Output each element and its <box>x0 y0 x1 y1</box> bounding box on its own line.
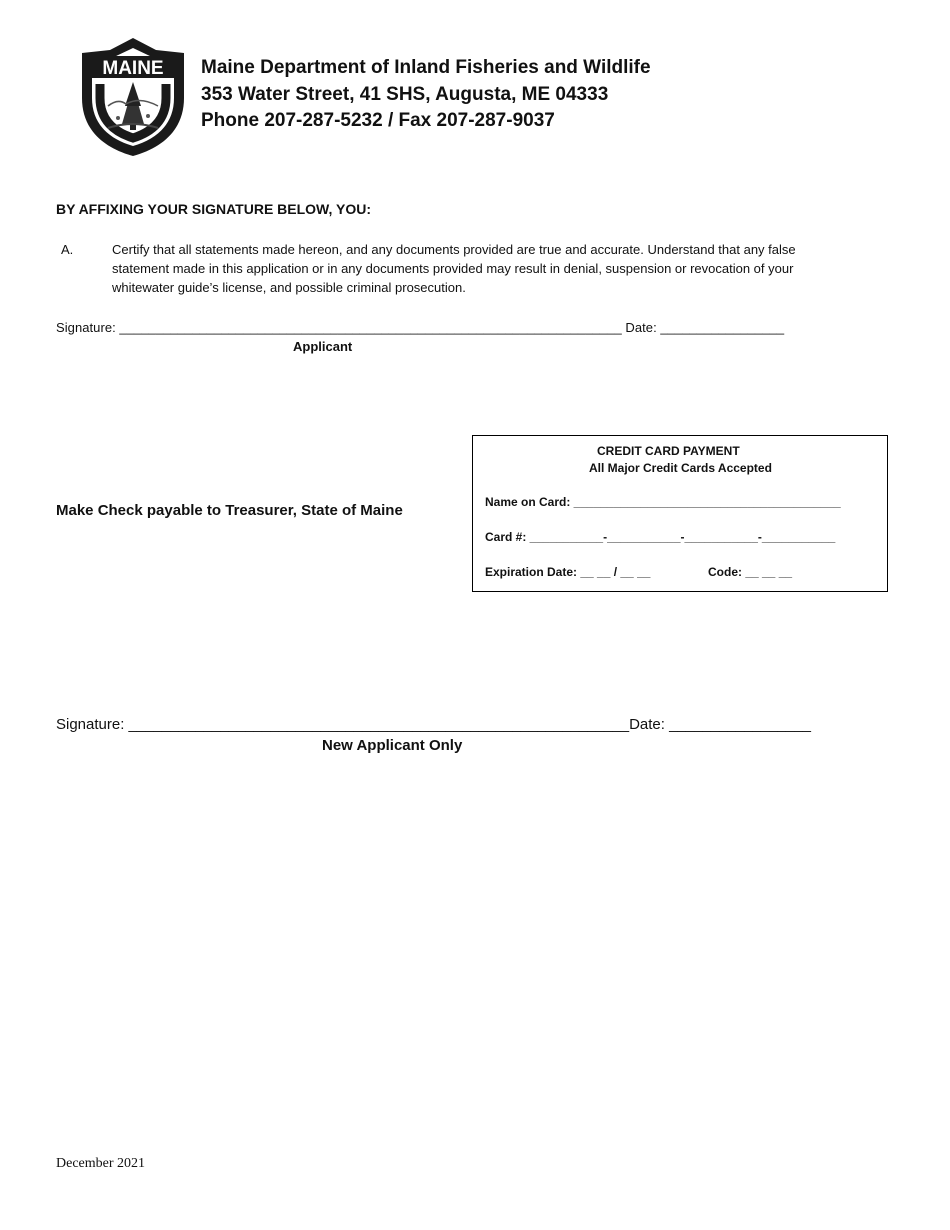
certification-heading: BY AFFIXING YOUR SIGNATURE BELOW, YOU: <box>56 201 372 217</box>
org-phone-fax: Phone 207-287-5232 / Fax 207-287-9037 <box>201 110 555 131</box>
certification-text-line: statement made in this application or in any documents provided may result in denial, suspension or revocation of your <box>112 261 794 276</box>
logo-shield-icon <box>78 36 188 158</box>
svg-text:MAINE: MAINE <box>102 58 164 79</box>
credit-card-subtitle: All Major Credit Cards Accepted <box>589 461 772 475</box>
applicant-signature-line[interactable]: Signature: _____________________________________________________________________ Date: _________________ <box>56 320 785 335</box>
certification-text-line: Certify that all statements made hereon, and any documents provided are true and accurate. Understand that any false <box>112 242 796 257</box>
expiration-date-field[interactable]: Expiration Date: __ __ / __ __ <box>485 565 651 579</box>
org-name: Maine Department of Inland Fisheries and Wildlife <box>201 57 651 78</box>
new-applicant-signature-line[interactable]: Signature: ____________________________________________________________Date: _________________ <box>56 716 811 733</box>
maine-ifw-logo <box>78 36 188 158</box>
new-applicant-caption: New Applicant Only <box>322 737 463 754</box>
org-address: 353 Water Street, 41 SHS, Augusta, ME 04333 <box>201 84 609 105</box>
certification-text-line: whitewater guide’s license, and possible criminal prosecution. <box>112 280 466 295</box>
name-on-card-field[interactable]: Name on Card: ________________________________________ <box>485 495 841 509</box>
check-payable-note: Make Check payable to Treasurer, State of Maine <box>56 502 403 519</box>
security-code-field[interactable]: Code: __ __ __ <box>708 565 793 579</box>
credit-card-title: CREDIT CARD PAYMENT <box>597 444 740 458</box>
card-number-field[interactable]: Card #: ___________-___________-___________-___________ <box>485 530 836 544</box>
certification-item-letter: A. <box>61 242 74 257</box>
footer-date: December 2021 <box>56 1156 146 1171</box>
applicant-caption: Applicant <box>293 339 353 354</box>
credit-card-payment-box <box>472 435 888 592</box>
